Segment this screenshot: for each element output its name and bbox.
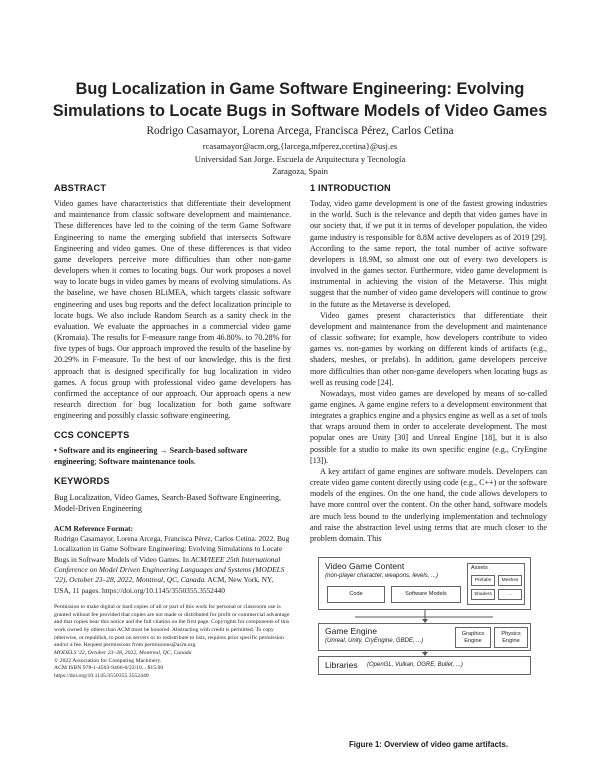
reference-part-2: ACM, New York, NY, USA, 11 pages. https://doi.org/10.1145/3550355.3552440	[54, 575, 274, 595]
location: Zaragoza, Spain	[272, 166, 328, 176]
permission-notice	[54, 604, 291, 681]
ccs-heading: CCS CONCEPTS	[54, 430, 130, 441]
intro-paragraph-3: Nowadays, most video games are developed by means of so-called game engines. A game engine refers to a development environment that integrates a graphics engine and a physics engine as well as a set of tools that wraps around them in order to accelerate development. The most popular ones are Unity [30] and Unreal Engine [18], but it is also possible for a studio to make its own specific engine (e.g., CryEngine [13]).	[310, 388, 547, 465]
keywords-section	[54, 476, 291, 513]
libraries-title: Libraries	[325, 660, 358, 670]
ccs-bullet: •	[54, 446, 57, 456]
content-title: Video Game Content	[325, 561, 405, 571]
more-assets-box: ...	[498, 589, 522, 600]
reference-heading: ACM Reference Format:	[54, 523, 134, 533]
intro-paragraph-4: A key artifact of game engines are software models. Developers can create video game content directly using code (e.g., C++) or the software models of the engines. On the one hand, the code allows developers to have more control over the content. On the other hand, software models are much less bound to the underlying implementation and technology and raise the abstraction level using terms that are much closer to the problem domain. This	[310, 466, 547, 543]
shaders-box: Shaders	[471, 589, 495, 600]
code-box: Code	[327, 586, 385, 603]
ccs-item-3: Software maintenance tools	[98, 457, 194, 467]
permission-text: Permission to make digital or hard copies of all or part of this work for personal or classroom use is granted without fee provided that copies are not made or distributed for profit or commercial advantage and that copies bear this notice and the full citation on the first page. Copyrights for components of this work owned by others than ACM must be honored. Abstracting with credit is permitted. To copy otherwise, or republish, to post on servers or to redistribute to lists, requires prior specific permission and/or a fee. Request permissions from permissions@acm.org.	[54, 603, 290, 649]
engine-subtitle: (Unreal, Unity, CryEngine, GBDE, ...)	[325, 638, 424, 644]
assets-label: Assets	[471, 565, 488, 571]
title-line-2: Simulations to Locate Bugs in Software Models of Video Games	[52, 102, 548, 120]
reference-venue: ACM/IEEE 25th International Conference on Model Driven Engineering Languages and Systems (MODELS '22), October 23–28, 2022, Montreal, QC, Canada.	[54, 554, 285, 585]
ccs-item-2: Search-based software engineering	[54, 446, 248, 467]
emails: rcasamayor@acm.org,{larcega,mfperez,ccetina}@usj.es	[202, 141, 398, 151]
permission-conf: MODELS '22, October 23–28, 2022, Montreal, QC, Canada	[54, 650, 192, 657]
abstract-text: Video games have characteristics that differentiate their development and maintenance from classic software development and maintenance. These differences have led to the coining of the term Game Software Engineering to name the emerging subfield that intersects Software Engineering and video games. One of these differences is that video game developers perceive more difficulties than other non-game developers when it comes to locating bugs. Our work proposes a novel way to locate bugs in video games by means of evolving simulations. As the baseline, we have chosen BLiMEA, which targets classic software engineering and uses bug reports and the defect localization principle to locate bugs. We also include Random Search as a sanity check in the evaluation. We evaluate the approaches in a commercial video game (Kromaia). The results for F-measure range from 46.80%. to 70.28% for five types of bugs. Our approach improved the results of the baseline by 20.29% in F-measure. To the best of our knowledge, this is the first approach that is designed specifically for bug localization in video games. A focus group with professional video game developers has confirmed the acceptance of our approach. Our approach opens a new research direction for bug localization for both game software engineering and possibly classic software engineering.	[54, 199, 291, 421]
paper-title	[30, 78, 570, 122]
ccs-item-1: Software and its engineering	[58, 446, 158, 456]
game-engine-box	[318, 623, 531, 651]
libraries-box	[318, 656, 531, 675]
graphics-engine-box: Graphics Engine	[455, 627, 491, 648]
ccs-arrow: →	[159, 446, 168, 456]
ccs-section	[54, 430, 291, 467]
acm-reference	[54, 523, 291, 596]
reference-part-1: Rodrigo Casamayor, Lorena Arcega, Francisca Pérez, Carlos Cetina. 2022. Bug Localization in Game Software Engineering: Evolving Simulations to Locate Bugs in Software Models of Video Games. In	[54, 534, 290, 564]
title-line-1: Bug Localization in Game Software Engineering: Evolving	[75, 80, 525, 98]
meshes-box: Meshes	[498, 575, 522, 586]
content-subtitle: (non-player character, weapons, levels, ...)	[325, 573, 439, 579]
permission-doi: https://doi.org/10.1145/3550355.3552440	[54, 673, 149, 680]
figure-1	[318, 557, 531, 741]
institution: Universidad San Jorge. Escuela de Arquitectura y Tecnología	[194, 153, 406, 164]
prefabs-box: Prefabs	[471, 575, 495, 586]
intro-heading: 1 INTRODUCTION	[310, 183, 391, 193]
engine-title: Game Engine	[325, 626, 377, 636]
left-column	[54, 183, 291, 681]
abstract-section	[54, 183, 291, 421]
keywords-text: Bug Localization, Video Games, Search-Based Software Engineering, Model-Driven Engineering	[54, 492, 282, 513]
reference-text	[54, 534, 291, 596]
software-models-box: Software Models	[391, 586, 461, 603]
abstract-heading: ABSTRACT	[54, 183, 107, 193]
authors: Rodrigo Casamayor, Lorena Arcega, Francisca Pérez, Carlos Cetina	[146, 125, 454, 137]
intro-paragraph-1: Today, video game development is one of the fastest growing industries in the world. Such is the relevance and depth that video games have in our society that, if we put it in terms of developer population, the video game industry is responsible for 8.8M active developers as of 2019 [29]. According to the same report, the total number of active software developers is 18.9M, so almost one out of every two developers is involved in the games sector. Furthermore, video game development is instrumental in achieving the vision of the Metaverse. This might suggest that the number of video game developers will continue to grow in the future as the Metaverse is developed.	[310, 199, 547, 309]
figure-caption: Figure 1: Overview of video game artifacts.	[348, 740, 509, 749]
keywords-heading: KEYWORDS	[54, 476, 110, 487]
ccs-end: .	[193, 457, 196, 467]
ccs-separator: ;	[94, 457, 97, 467]
libraries-subtitle: (OpenGL, Vulkan, OGRE, Bullet, ...)	[367, 662, 463, 668]
affiliation	[30, 140, 570, 178]
right-column	[310, 183, 547, 544]
physics-engine-box: Physics Engine	[494, 627, 528, 648]
permission-isbn: ACM ISBN 978-1-4503-9466-6/22/10... $15.00	[54, 665, 164, 672]
intro-paragraph-2: Video games present characteristics that differentiate their development and maintenance from the development and maintenance of classic software; for example, how developers contribute to video games vs. non-games by working on different kinds of artifacts (e.g., shaders, meshes, or prefabs). In addition, game developers perceive more difficulties than other non-game developers when locating bugs as well as reusing code [24].	[310, 310, 547, 387]
ccs-concepts	[54, 445, 291, 467]
permission-copyright: © 2022 Association for Computing Machinery.	[54, 657, 162, 664]
